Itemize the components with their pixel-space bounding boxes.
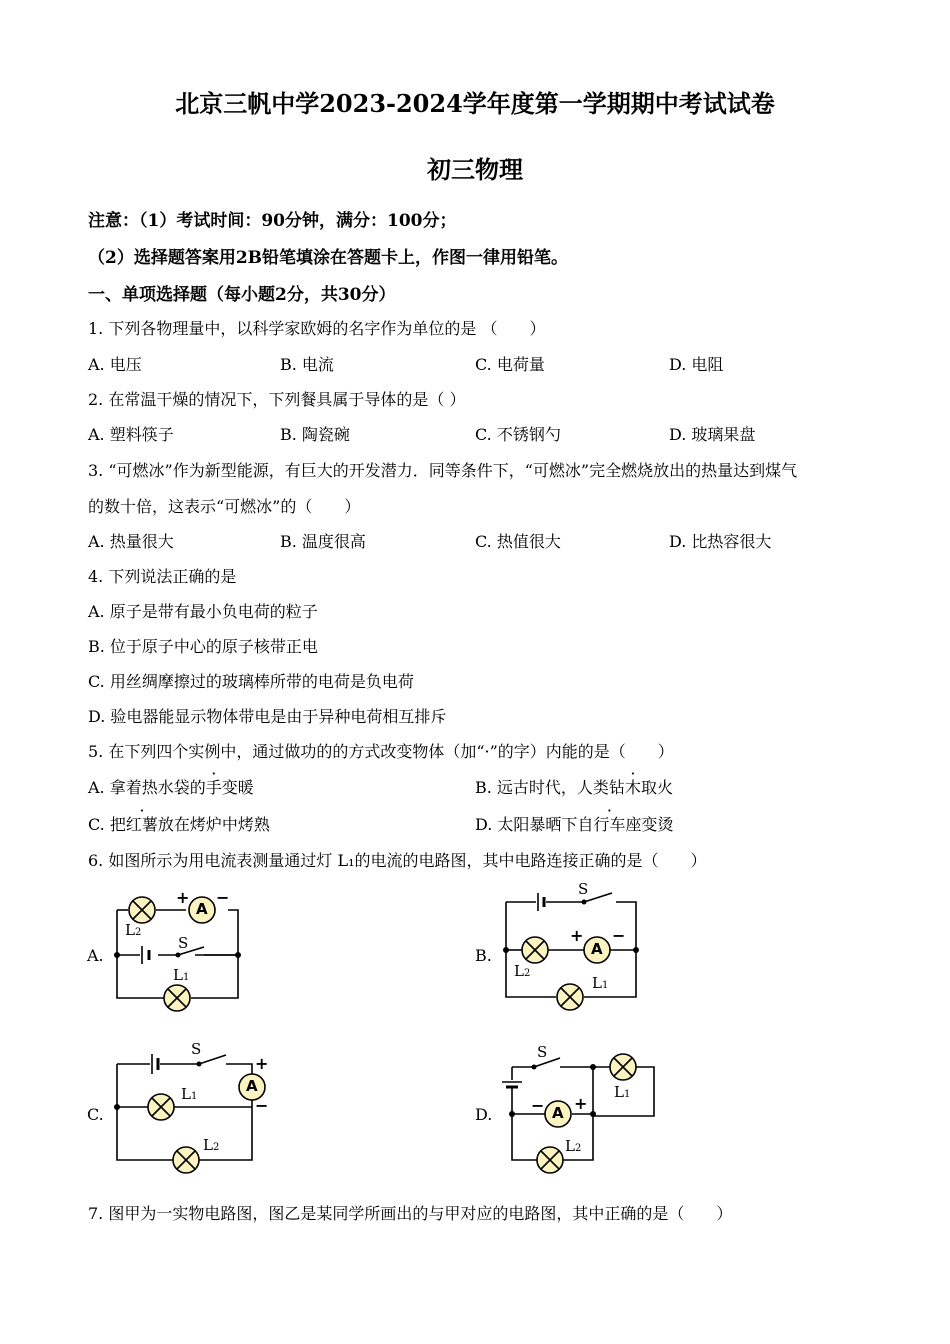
q2-option-a[interactable]: A. 塑料筷子 (88, 425, 174, 444)
ammeter-a-label: A (196, 900, 208, 918)
q4-option-b[interactable]: B. 位于原子中心的原子核带正电 (88, 637, 318, 656)
q3-option-d[interactable]: D. 比热容很大 (669, 532, 772, 551)
q5c-emphasis: 红薯 (125, 815, 158, 834)
l2-c-letter: L (203, 1136, 213, 1154)
lamp-l1-d-label (614, 1083, 630, 1101)
q5a-post: 变暖 (221, 778, 254, 797)
switch-c-label: S (191, 1040, 202, 1058)
note-line-2: （2）选择题答案用2B铅笔填涂在答题卡上，作图一律用铅笔。 (88, 248, 569, 268)
q5b-post: 取火 (640, 778, 673, 797)
q4-option-c[interactable]: C. 用丝绸摩擦过的玻璃棒所带的电荷是负电荷 (88, 672, 414, 691)
q6-option-c[interactable]: C. (87, 1105, 104, 1124)
q2-option-d[interactable]: D. 玻璃果盘 (669, 425, 756, 444)
q3-option-c[interactable]: C. 热值很大 (475, 532, 561, 551)
section-heading: 一、单项选择题（每小题2分，共30分） (88, 285, 396, 305)
note-line-1: 注意：（1）考试时间：90分钟，满分：100分； (88, 211, 457, 231)
question-6-stem: 6. 如图所示为用电流表测量通过灯 L₁的电流的电路图，其中电路连接正确的是（ ） (88, 851, 707, 870)
l1-b-sub: 1 (601, 980, 609, 991)
switch-b-label: S (578, 880, 589, 898)
l2-a-sub: 2 (134, 927, 142, 938)
l1-d-letter: L (614, 1083, 624, 1101)
switch-d-label: S (537, 1043, 548, 1061)
q5d-emphasis: 自行车座 (577, 815, 642, 834)
q6-option-d[interactable]: D. (475, 1105, 493, 1124)
q4-option-a[interactable]: A. 原子是带有最小负电荷的粒子 (88, 602, 318, 621)
ammeter-c-minus: − (255, 1096, 269, 1115)
q1-option-a[interactable]: A. 电压 (88, 355, 142, 374)
ammeter-d-label: A (552, 1104, 564, 1122)
ammeter-c-plus: + (255, 1054, 269, 1073)
l2-b-letter: L (514, 962, 524, 980)
ammeter-d-minus: − (531, 1096, 545, 1115)
q5d-pre: D. 太阳暴晒下 (475, 815, 578, 834)
q3-option-a[interactable]: A. 热量很大 (88, 532, 174, 551)
q6-option-a[interactable]: A. (87, 946, 104, 965)
question-7-stem: 7. 图甲为一实物电路图，图乙是某同学所画出的与甲对应的电路图，其中正确的是（ ） (88, 1204, 733, 1223)
l2-a-letter: L (125, 921, 135, 939)
ammeter-b-label: A (591, 940, 603, 958)
q5d-post: 变烫 (641, 815, 674, 834)
battery-d (502, 1082, 522, 1087)
q5a-emphasis: 手 (205, 778, 222, 797)
l1-b-letter: L (592, 974, 602, 992)
page-title: 北京三帆中学2023-2024学年度第一学期期中考试试卷 (175, 89, 775, 118)
subject-title: 初三物理 (427, 155, 523, 184)
q5b-emphasis: 木 (624, 778, 641, 797)
ammeter-a-minus: − (216, 888, 230, 907)
l2-d-letter: L (565, 1137, 575, 1155)
ammeter-a-plus: + (176, 888, 190, 907)
q5c-post: 放在烤炉中烤熟 (157, 815, 270, 834)
l1-c-letter: L (181, 1085, 191, 1103)
l1-a-letter: L (173, 966, 183, 984)
ammeter-c-label: A (246, 1077, 258, 1095)
switch-a-label: S (178, 934, 189, 952)
question-4-stem: 4. 下列说法正确的是 (88, 567, 237, 586)
q5a-pre: A. 拿着热水袋的 (88, 778, 206, 797)
lamp-l2-d (537, 1147, 563, 1173)
ammeter-d-plus: + (574, 1094, 588, 1113)
question-2-stem: 2. 在常温干燥的情况下，下列餐具属于导体的是（ ） (88, 390, 466, 409)
q3-option-b[interactable]: B. 温度很高 (280, 532, 366, 551)
q5c-pre: C. 把 (88, 815, 126, 834)
l1-c-sub: 1 (190, 1091, 198, 1102)
l2-b-sub: 2 (523, 968, 531, 979)
question-5-stem: 5. 在下列四个实例中，通过做功的的方式改变物体（加“·”的字）内能的是（ ） (88, 742, 674, 761)
l2-d-sub: 2 (574, 1143, 582, 1154)
q1-option-c[interactable]: C. 电荷量 (475, 355, 545, 374)
l1-a-sub: 1 (182, 972, 190, 983)
question-3-stem-line-1: 3. “可燃冰”作为新型能源，有巨大的开发潜力．同等条件下，“可燃冰”完全燃烧放出的热量达到煤气 (88, 461, 798, 480)
q1-option-b[interactable]: B. 电流 (280, 355, 334, 374)
q5b-pre: B. 远古时代，人类钻 (475, 778, 625, 797)
question-1-stem: 1. 下列各物理量中，以科学家欧姆的名字作为单位的是 （ ） (88, 319, 546, 338)
q4-option-d[interactable]: D. 验电器能显示物体带电是由于异种电荷相互排斥 (88, 707, 447, 726)
q2-option-b[interactable]: B. 陶瓷碗 (280, 425, 350, 444)
lamp-l2-d-label (565, 1137, 581, 1155)
q6-option-b[interactable]: B. (475, 946, 492, 965)
lamp-l1-d (610, 1054, 636, 1080)
l1-d-sub: 1 (623, 1089, 631, 1100)
ammeter-b-minus: − (612, 926, 626, 945)
l2-c-sub: 2 (212, 1142, 220, 1153)
q1-option-d[interactable]: D. 电阻 (669, 355, 724, 374)
question-3-stem-line-2: 的数十倍，这表示“可燃冰”的（ ） (88, 497, 361, 516)
q2-option-c[interactable]: C. 不锈钢勺 (475, 425, 561, 444)
ammeter-b-plus: + (570, 926, 584, 945)
